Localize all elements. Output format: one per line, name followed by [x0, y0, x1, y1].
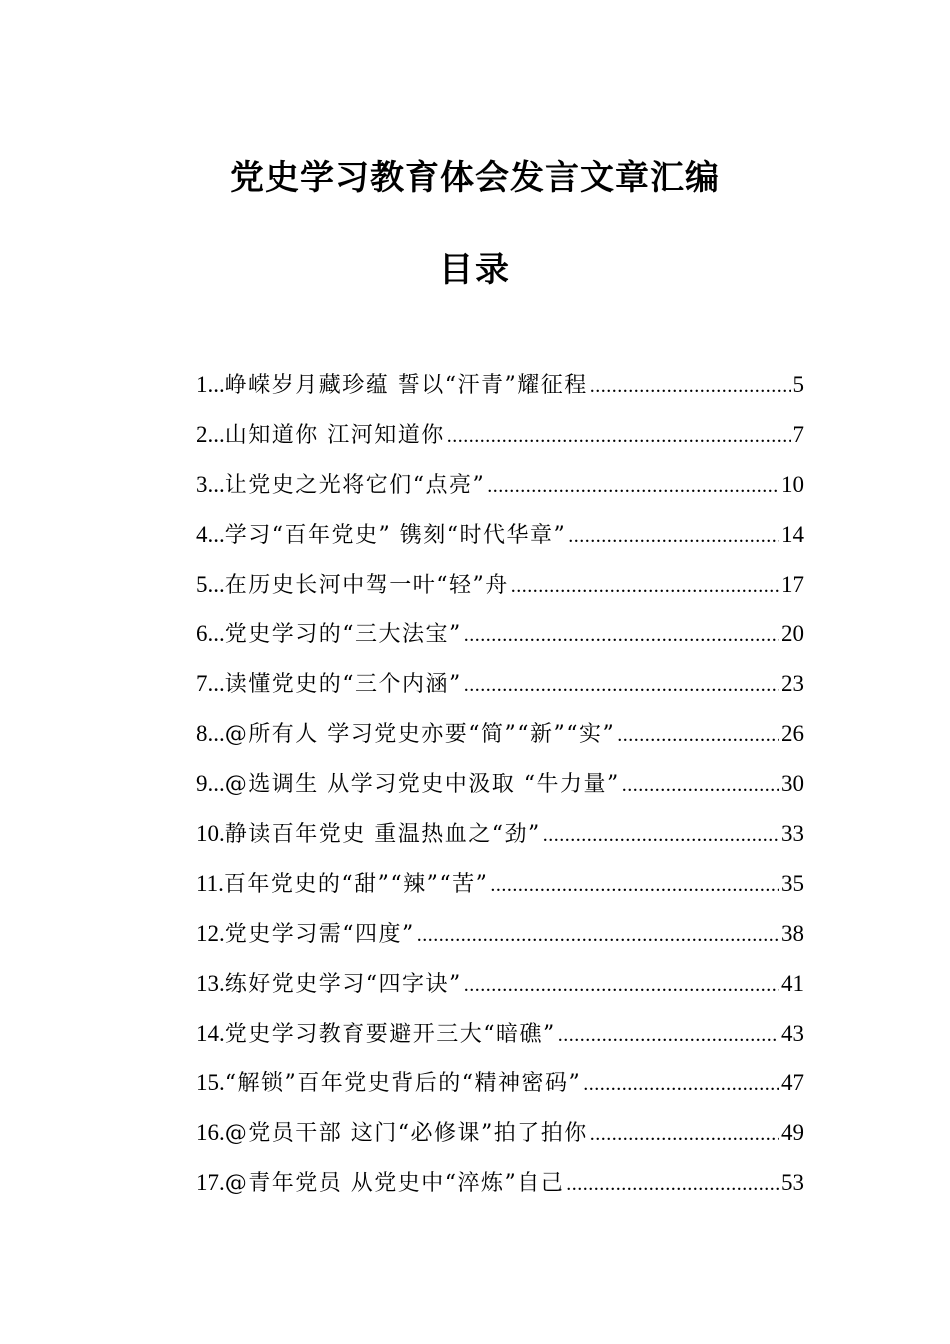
toc-entry[interactable]: [196, 560, 804, 610]
toc-entry[interactable]: [196, 1058, 804, 1108]
toc-dot-leader: [568, 512, 779, 562]
toc-entry[interactable]: [196, 659, 804, 709]
toc-dot-leader: [622, 761, 779, 811]
toc-entry-number: 9...: [196, 771, 225, 797]
toc-entry[interactable]: [196, 410, 804, 460]
document-title: 党史学习教育体会发言文章汇编: [230, 158, 720, 198]
toc-entry-number: 12.: [196, 920, 225, 946]
toc-entry-page-number: 38: [781, 920, 804, 946]
toc-dot-leader: [590, 362, 791, 412]
toc-dot-leader: [558, 1011, 779, 1061]
toc-entry-title: 百年党史的“甜”“辣”“苦”: [223, 871, 489, 897]
toc-entry[interactable]: [196, 759, 804, 809]
toc-entry-number: 5...: [196, 571, 225, 597]
toc-entry-number: 6...: [196, 621, 225, 647]
toc-dot-leader: [447, 412, 791, 462]
toc-entry[interactable]: [196, 460, 804, 510]
toc-entry-title: 党史学习教育要避开三大“暗礁”: [224, 1021, 556, 1047]
toc-dot-leader: [566, 1160, 779, 1210]
toc-entry-title: 练好党史学习“四字诀”: [224, 971, 462, 997]
toc-entry-title: @选调生 从学习党史中汲取 “牛力量”: [224, 772, 620, 798]
toc-entry-title: 党史学习需“四度”: [224, 921, 415, 947]
toc-entry-page-number: 33: [781, 821, 804, 847]
toc-entry-number: 4...: [196, 521, 225, 547]
toc-entry-number: 16.: [196, 1120, 225, 1146]
toc-entry-page-number: 17: [781, 571, 804, 597]
toc-entry-page-number: 14: [781, 521, 804, 547]
toc-entry-title: @党员干部 这门“必修课”拍了拍你: [224, 1121, 588, 1147]
toc-entry-title: 峥嵘岁月藏珍蕴 誓以“汗青”耀征程: [224, 373, 588, 398]
toc-entry-page-number: 41: [781, 970, 804, 996]
toc-entry-page-number: 49: [781, 1120, 804, 1146]
toc-entry-number: 3...: [196, 471, 225, 497]
toc-entry[interactable]: [196, 1108, 804, 1158]
toc-entry-title: @青年党员 从党史中“淬炼”自己: [224, 1171, 565, 1197]
toc-entry-page-number: 35: [781, 870, 804, 896]
toc-dot-leader: [417, 911, 779, 961]
toc-entry-title: 党史学习的“三大法宝”: [224, 622, 462, 648]
toc-entry-number: 10.: [196, 821, 225, 847]
toc-dot-leader: [490, 861, 779, 911]
toc-entry-title: 静读百年党史 重温热血之“劲”: [224, 822, 541, 848]
toc-entry-page-number: 26: [781, 721, 804, 747]
toc-entry-number: 11.: [196, 870, 224, 896]
toc-dot-leader: [464, 611, 779, 661]
toc-entry[interactable]: [196, 709, 804, 759]
toc-entry[interactable]: [196, 1009, 804, 1059]
toc-entry-page-number: 47: [781, 1070, 804, 1096]
toc-entry[interactable]: [196, 909, 804, 959]
toc-entry[interactable]: [196, 1158, 804, 1208]
toc-entry-page-number: 10: [781, 471, 804, 497]
toc-entry-number: 15.: [196, 1070, 225, 1096]
toc-entry-number: 14.: [196, 1020, 225, 1046]
toc-entry-page-number: 5: [792, 372, 804, 397]
toc-entry-page-number: 20: [781, 621, 804, 647]
toc-entry-page-number: 43: [781, 1020, 804, 1046]
toc-entry-title: 读懂党史的“三个内涵”: [224, 672, 462, 698]
toc-entry[interactable]: [196, 809, 804, 859]
toc-entry-title: 学习“百年党史” 镌刻“时代华章”: [224, 522, 567, 548]
toc-entry-title: 在历史长河中驾一叶“轻”舟: [224, 572, 509, 598]
toc-entry[interactable]: [196, 959, 804, 1009]
toc-entry[interactable]: [196, 859, 804, 909]
toc-entry-number: 2...: [196, 421, 225, 447]
table-of-contents: [196, 360, 804, 1208]
toc-dot-leader: [511, 562, 779, 612]
toc-dot-leader: [464, 661, 779, 711]
toc-dot-leader: [583, 1060, 779, 1110]
toc-entry-title: @所有人 学习党史亦要“简”“新”“实”: [224, 722, 616, 748]
toc-dot-leader: [590, 1110, 779, 1160]
toc-entry-page-number: 7: [792, 421, 804, 447]
toc-dot-leader: [487, 462, 779, 512]
toc-entry-number: 1...: [196, 372, 225, 397]
toc-entry-number: 7...: [196, 671, 225, 697]
toc-entry[interactable]: [196, 609, 804, 659]
toc-entry[interactable]: [196, 510, 804, 560]
toc-entry-number: 8...: [196, 721, 225, 747]
toc-entry-title: 山知道你 江河知道你: [224, 422, 445, 448]
toc-entry[interactable]: [196, 360, 804, 410]
toc-entry-number: 17.: [196, 1170, 225, 1196]
toc-dot-leader: [464, 961, 779, 1011]
toc-entry-page-number: 30: [781, 771, 804, 797]
toc-entry-page-number: 23: [781, 671, 804, 697]
toc-entry-page-number: 53: [781, 1170, 804, 1196]
toc-entry-title: “解锁”百年党史背后的“精神密码”: [224, 1071, 582, 1097]
toc-heading: 目录: [439, 250, 511, 290]
toc-dot-leader: [617, 711, 779, 761]
toc-dot-leader: [543, 811, 779, 861]
toc-entry-number: 13.: [196, 970, 225, 996]
toc-entry-title: 让党史之光将它们“点亮”: [224, 472, 486, 498]
